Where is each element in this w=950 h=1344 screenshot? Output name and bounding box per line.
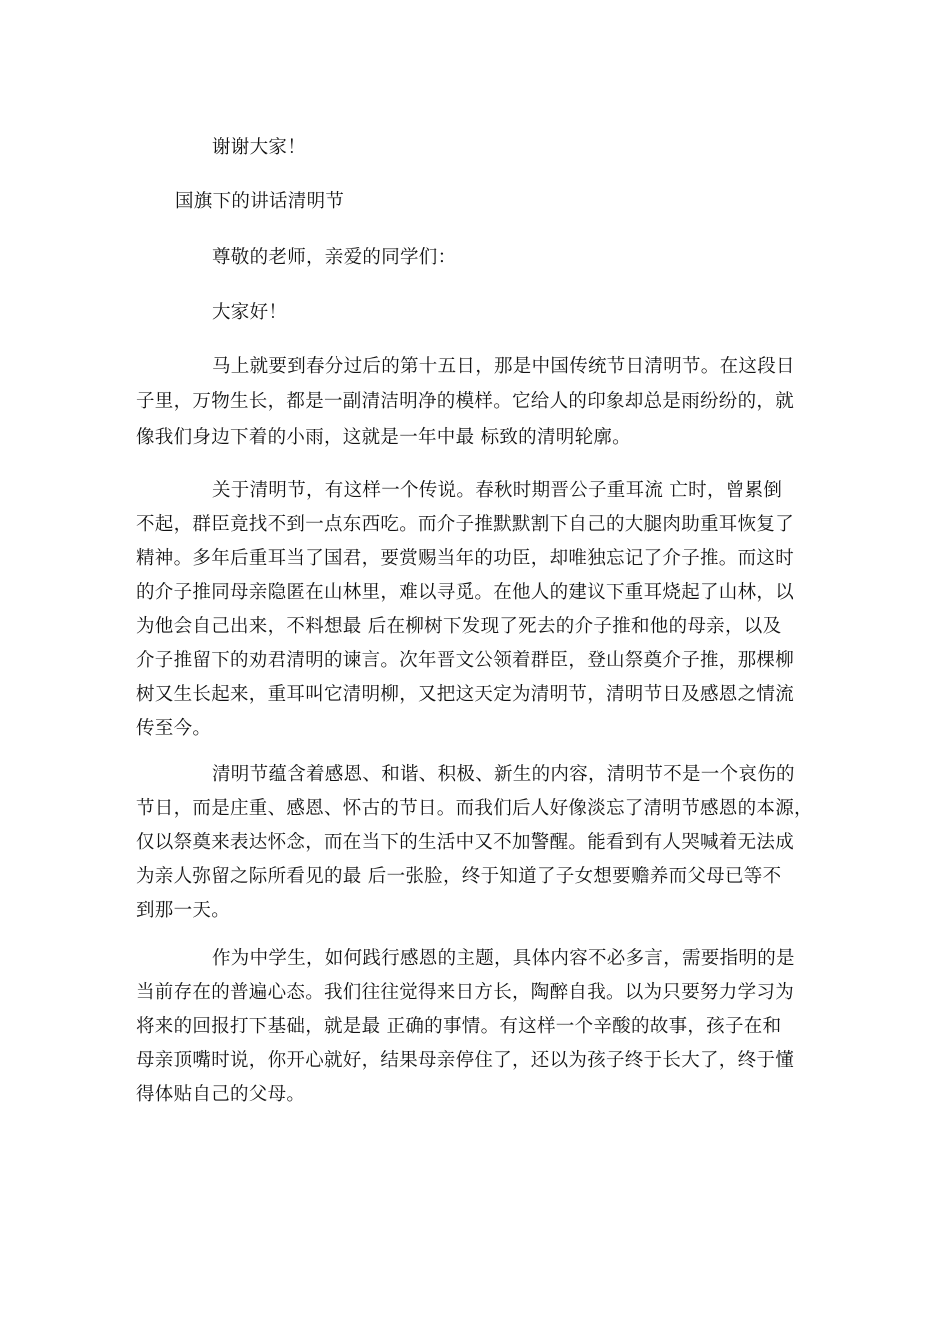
paragraph-2-line-4: 的介子推同母亲隐匿在山林里，难以寻觅。在他人的建议下重耳烧起了山林，以: [136, 582, 795, 603]
paragraph-2-line-3: 精神。多年后重耳当了国君，要赏赐当年的功臣，却唯独忘记了介子推。而这时: [136, 548, 795, 569]
salutation: 尊敬的老师，亲爱的同学们：: [212, 247, 457, 268]
paragraph-1-line-1: 马上就要到春分过后的第十五日，那是中国传统节日清明节。在这段日: [212, 356, 795, 377]
speech-title: 国旗下的讲话清明节: [175, 191, 345, 212]
paragraph-4-line-1: 作为中学生，如何践行感恩的主题，具体内容不必多言，需要指明的是: [212, 948, 795, 969]
paragraph-2-line-6: 介子推留下的劝君清明的谏言。次年晋文公领着群臣，登山祭奠介子推，那棵柳: [136, 650, 795, 671]
paragraph-2-line-7: 树又生长起来，重耳叫它清明柳，又把这天定为清明节，清明节日及感恩之情流: [136, 684, 795, 705]
paragraph-1-line-2: 子里，万物生长，都是一副清洁明净的模样。它给人的印象却总是雨纷纷的，就: [136, 391, 795, 412]
paragraph-2-line-8: 传至今。: [136, 718, 212, 739]
paragraph-4-line-3: 将来的回报打下基础，就是最 正确的事情。有这样一个辛酸的故事，孩子在和: [136, 1016, 782, 1037]
paragraph-3-line-2: 节日，而是庄重、感恩、怀古的节日。而我们后人好像淡忘了清明节感恩的本源，: [136, 798, 813, 819]
paragraph-3-line-3: 仅以祭奠来表达怀念，而在当下的生活中又不加警醒。能看到有人哭喊着无法成: [136, 832, 795, 853]
paragraph-4-line-4: 母亲顶嘴时说，你开心就好，结果母亲停住了，还以为孩子终于长大了，终于懂: [136, 1050, 795, 1071]
paragraph-1-line-3: 像我们身边下着的小雨，这就是一年中最 标致的清明轮廓。: [136, 427, 631, 448]
paragraph-2-line-5: 为他会自己出来，不料想最 后在柳树下发现了死去的介子推和他的母亲，以及: [136, 616, 782, 637]
greeting: 大家好！: [212, 302, 288, 323]
paragraph-2-line-1: 关于清明节，有这样一个传说。春秋时期晋公子重耳流 亡时，曾累倒: [212, 480, 783, 501]
paragraph-3-line-4: 为亲人弥留之际所看见的最 后一张脸，终于知道了子女想要赡养而父母已等不: [136, 866, 782, 887]
paragraph-3-line-1: 清明节蕴含着感恩、和谐、积极、新生的内容，清明节不是一个哀伤的: [212, 764, 795, 785]
closing-line: 谢谢大家！: [212, 137, 307, 158]
paragraph-4-line-2: 当前存在的普遍心态。我们往往觉得来日方长，陶醉自我。以为只要努力学习为: [136, 982, 795, 1003]
paragraph-4-line-5: 得体贴自己的父母。: [136, 1084, 306, 1105]
paragraph-2-line-2: 不起，群臣竟找不到一点东西吃。而介子推默默割下自己的大腿肉助重耳恢复了: [136, 514, 795, 535]
paragraph-3-line-5: 到那一天。: [136, 900, 231, 921]
